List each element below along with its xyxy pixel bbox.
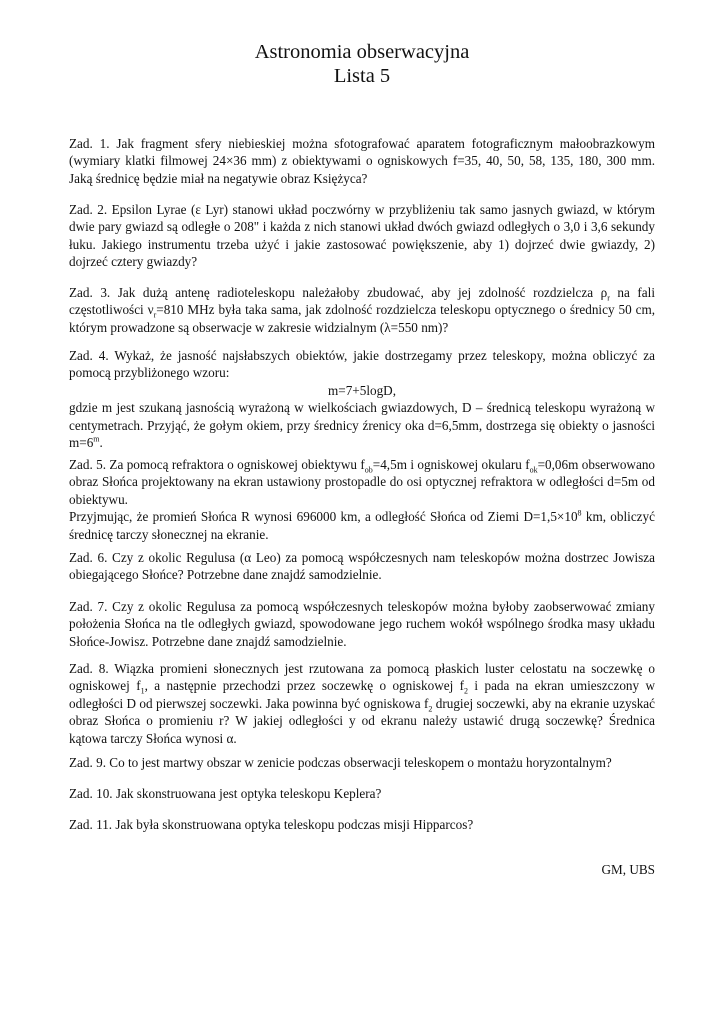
footer-signature: GM, UBS bbox=[601, 862, 655, 877]
task-1: Zad. 1. Jak fragment sfery niebieskiej można sfotografować aparatem fotograficznym małoobrazkowym (wymiary klatki filmowej 24×36 mm) z obiektywami o ogniskowych f=35, 40, 50, 58, 135, 180, 300 mm. Jaką średnicę będzie miał na negatywie obraz Księżyca? bbox=[69, 136, 655, 186]
task-8-text-a: Zad. 8. Wiązka promieni słonecznych jest rzutowana za pomocą płaskich luster celostatu na soczewkę o ogniskowej f bbox=[69, 661, 655, 694]
task-5-text-c: =0,06m obserwowano obraz Słońca projektowany na ekran ustawiony prostopadle do osi optycznej refraktora w odległości d=5m od obiektywu. bbox=[69, 457, 656, 507]
task-4-text-c: . bbox=[99, 435, 103, 451]
task-3-sub-nu: r bbox=[153, 311, 157, 321]
task-8-sub-f2b: 2 bbox=[428, 704, 433, 714]
task-4-formula: m=7+5logD, bbox=[328, 382, 396, 398]
task-3-text-a: Zad. 3. Jak dużą antenę radioteleskopu należałoby zbudować, aby jej zdolność rozdzielcza ρ bbox=[69, 285, 608, 300]
task-5-text-d: Przyjmując, że promień Słońca R wynosi 696000 km, a odległość Słońca od Ziemi D=1,5×10 bbox=[69, 509, 578, 525]
task-5-sub-ok: ok bbox=[529, 465, 538, 475]
task-4 bbox=[69, 347, 655, 451]
task-8-sub-f2a: 2 bbox=[464, 687, 469, 697]
task-5-text-b: =4,5m i ogniskowej okularu f bbox=[372, 457, 530, 472]
task-10: Zad. 10. Jak skonstruowana jest optyka teleskopu Keplera? bbox=[69, 786, 382, 801]
task-3 bbox=[69, 284, 655, 336]
task-8-sub-f1: 1 bbox=[140, 687, 145, 697]
page-title: Astronomia obserwacyjna bbox=[254, 41, 470, 63]
task-5-text-a: Zad. 5. Za pomocą refraktora o ogniskowej obiektywu f bbox=[69, 457, 365, 472]
task-3-sub-rho: r bbox=[607, 293, 610, 303]
task-5-text-e: km, obliczyć średnicę tarczy słonecznej na ekranie. bbox=[69, 509, 655, 542]
task-6: Zad. 6. Czy z okolic Regulusa (α Leo) za pomocą współczesnych nam teleskopów można dostrzec Jowisza obiegającego Słońce? Potrzebne dane znajdź samodzielnie. bbox=[69, 550, 655, 583]
task-2: Zad. 2. Epsilon Lyrae (ε Lyr) stanowi układ poczwórny w przybliżeniu tak samo jasnych gwiazd, w którym dwie pary gwiazd są odległe o 208" i każda z nich stanowi układ dwóch gwiazd odległych o 3,0 i 3,6 sekundy łuku. Jakiego instrumentu trzeba użyć i jakie zastosować powiększenie, aby 1) dojrzeć dwie gwiazdy, 2) dojrzeć cztery gwiazdy? bbox=[69, 202, 655, 270]
task-8-text-c: i pada na ekran umieszczony w odległości D od pierwszej soczewki. Jaka powinna być ogniskowa f bbox=[69, 678, 656, 711]
task-4-text-a: Zad. 4. Wykaż, że jasność najsłabszych obiektów, jakie dostrzegamy przez teleskopy, można obliczyć za pomocą przybliżonego wzoru: bbox=[69, 348, 655, 381]
task-8 bbox=[69, 660, 655, 747]
task-3-text-b: na fali częstotliwości ν bbox=[69, 285, 655, 318]
task-5-sup-exp: 8 bbox=[577, 508, 582, 518]
page-subtitle: Lista 5 bbox=[333, 65, 391, 87]
task-4-sup-m: m bbox=[93, 434, 100, 444]
task-7: Zad. 7. Czy z okolic Regulusa za pomocą współczesnych teleskopów można byłoby zaobserwować zmiany położenia Słońca na tle odległych gwiazd, spowodowane jego ruchem wokół wspólnego środka masy układu Słońce-Jowisz. Potrzebne dane znajdź samodzielnie. bbox=[69, 599, 655, 649]
task-9: Zad. 9. Co to jest martwy obszar w zenicie podczas obserwacji teleskopem o montażu horyzontalnym? bbox=[69, 755, 612, 770]
task-8-text-d: drugiej soczewki, aby na ekranie uzyskać obraz Słońca o promieniu r? W jakiej odległości y od ekranu należy ustawić drugą soczewkę? Średnica kątowa tarczy Słońca wynosi α. bbox=[69, 695, 655, 746]
task-11: Zad. 11. Jak była skonstruowana optyka teleskopu podczas misji Hipparcos? bbox=[69, 817, 474, 832]
task-8-text-b: , a następnie przechodzi przez soczewkę o ogniskowej f bbox=[144, 678, 465, 694]
task-4-text-b: gdzie m jest szukaną jasnością wyrażoną w wielkościach gwiazdowych, D – średnicą teleskopu wyrażoną w centymetrach. Przyjąć, że gołym okiem, przy średnicy źrenicy oka d=6,5mm, dostrzega się obiekty o jasności m=6 bbox=[69, 400, 655, 451]
task-5 bbox=[69, 456, 655, 543]
task-3-text-c: =810 MHz była taka sama, jak zdolność rozdzielcza teleskopu optycznego o średnicy 50 cm, którym prowadzone są obserwacje w zakresie widzialnym (λ=550 nm)? bbox=[69, 302, 656, 335]
task-5-sub-ob: ob bbox=[364, 465, 373, 475]
